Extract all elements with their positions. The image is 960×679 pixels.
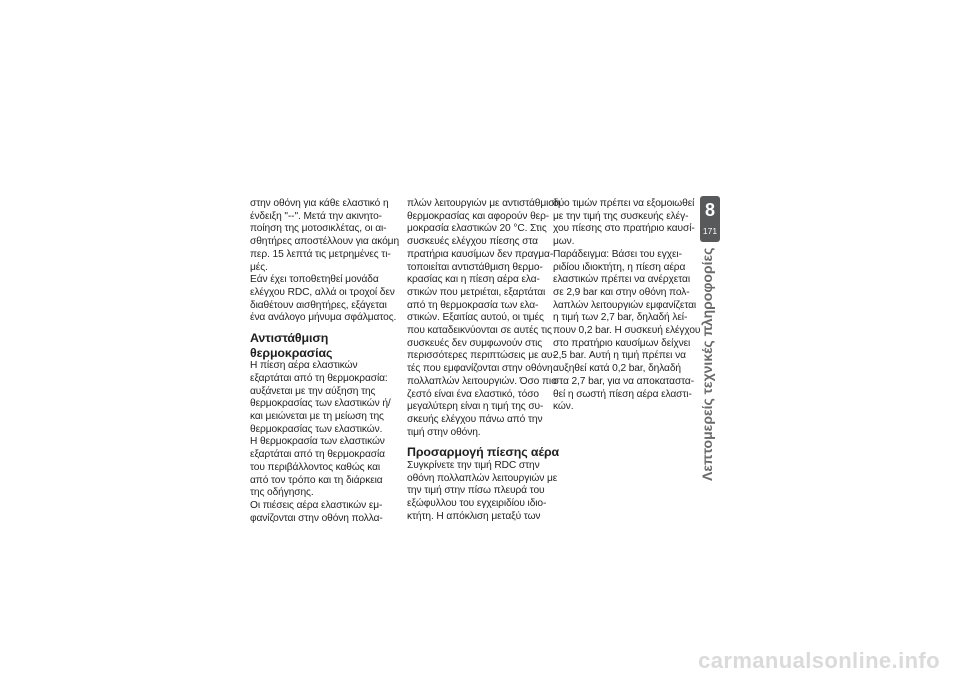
chapter-number: 8 <box>704 200 715 220</box>
paragraph-equalize-values: δύο τιμών πρέπει να εξομοιωθεί με την τιμή της συσκευής ελέγ- χου πίεσης στο πρατήριο καυσί- μων. <box>553 198 695 248</box>
paragraph-display-dashes: στην οθόνη για κάθε ελαστικό η ένδειξη "--". Μετά την ακινητο- ποίηση της μοτοσικλέτας, οι αι- σθητήρες αποστέλλουν για ακόμη περ. 15 λεπτά τις μετρημένες τι- μές. <box>250 198 400 273</box>
paragraph-example: Παράδειγμα: Βάσει του εγχει- ριδίου ιδιοκτήτη, η πίεση αέρα ελαστικών πρέπει να ανέρχεται σε 2,9 bar και στην οθόνη πολ- λαπλών λειτουργιών εμφανίζεται η τιμή των 2,7 bar, δηλαδή λεί- πουν 0,2 bar. Η συσκευή ελέγχου στο πρατήριο καυσίμων δείχνει 2,5 bar. Αυτή η τιμή πρέπει να αυξηθεί κατά 0,2 bar, δηλαδή στα 2,7 bar, για να αποκαταστα- θεί η σωστή πίεση αέρα ελαστι- κών. <box>553 248 701 413</box>
chapter-side-title: Λεπτομερείς τεχνικές πληροφορίες <box>699 247 715 481</box>
paragraph-compare-rdc: Συγκρίνετε την τιμή RDC στην οθόνη πολλαπλών λειτουργιών με την τιμή στην πίσω πλευρά του εξώφυλλου του εγχειριδίου ιδιο- κτήτη. Η απόκλιση μεταξύ των <box>407 459 558 522</box>
paragraph-display-pressures: Οι πιέσεις αέρα ελαστικών εμ- φανίζονται στην οθόνη πολλα- <box>250 499 383 524</box>
chapter-tab <box>700 196 720 242</box>
paragraph-tire-temperature: Η θερμοκρασία των ελαστικών εξαρτάται από τη θερμοκρασία του περιβάλλοντος καθώς και από τον τρόπο και τη διάρκεια της οδήγησης. <box>250 436 385 499</box>
paragraph-pressure-temperature: Η πίεση αέρα ελαστικών εξαρτάται από τη θερμοκρασία: αυξάνεται με την αύξηση της θερμοκρασίας των ελαστικών ή/ και μειώνεται με τη μείωση της θερμοκρασίας των ελαστικών. <box>250 360 391 435</box>
paragraph-compensation-detail: πλών λειτουργιών με αντιστάθμιση θερμοκρασίας και αφορούν θερ- μοκρασία ελαστικών 20 °C. Στις συσκευές ελέγχου πίεσης στα πρατήρια καυσίμων δεν πραγμα- τοποιείται αντιστάθμιση θερμο- κρασίας και η πίεση αέρα ελα- στικών που μετριέται, εξαρτάται από τη θερμοκρασία των ελα- στικών. Εξαιτίας αυτού, οι τιμές που καταδεικνύονται σε αυτές τις συσκευές δεν συμφωνούν στις περισσότερες περιπτώσεις με αυ- τές που εμφανίζονται στην οθόνη πολλαπλών λειτουργιών. Όσο πιο ζεστό είναι ένα ελαστικό, τόσο μεγαλύτερη είναι η τιμή της συ- σκευής ελέγχου πάνω από την τιμή στην οθόνη. <box>407 198 561 438</box>
text-column-3 <box>553 198 711 414</box>
text-column-2 <box>407 198 565 523</box>
page-number: 171 <box>702 226 718 236</box>
watermark: carmanualsonline.info <box>698 648 940 673</box>
paragraph-rdc-error: Εάν έχει τοποθετηθεί μονάδα ελέγχου RDC, αλλά οι τροχοί δεν διαθέτουν αισθητήρες, εξάγεται ένα ανάλογο μήνυμα σφάλματος. <box>250 274 397 324</box>
heading-pressure-adjustment: Προσαρμογή πίεσης αέρα <box>407 445 560 460</box>
text-column-1 <box>250 198 408 525</box>
heading-temperature-compensation: Αντιστάθμιση θερμοκρασίας <box>250 331 333 360</box>
